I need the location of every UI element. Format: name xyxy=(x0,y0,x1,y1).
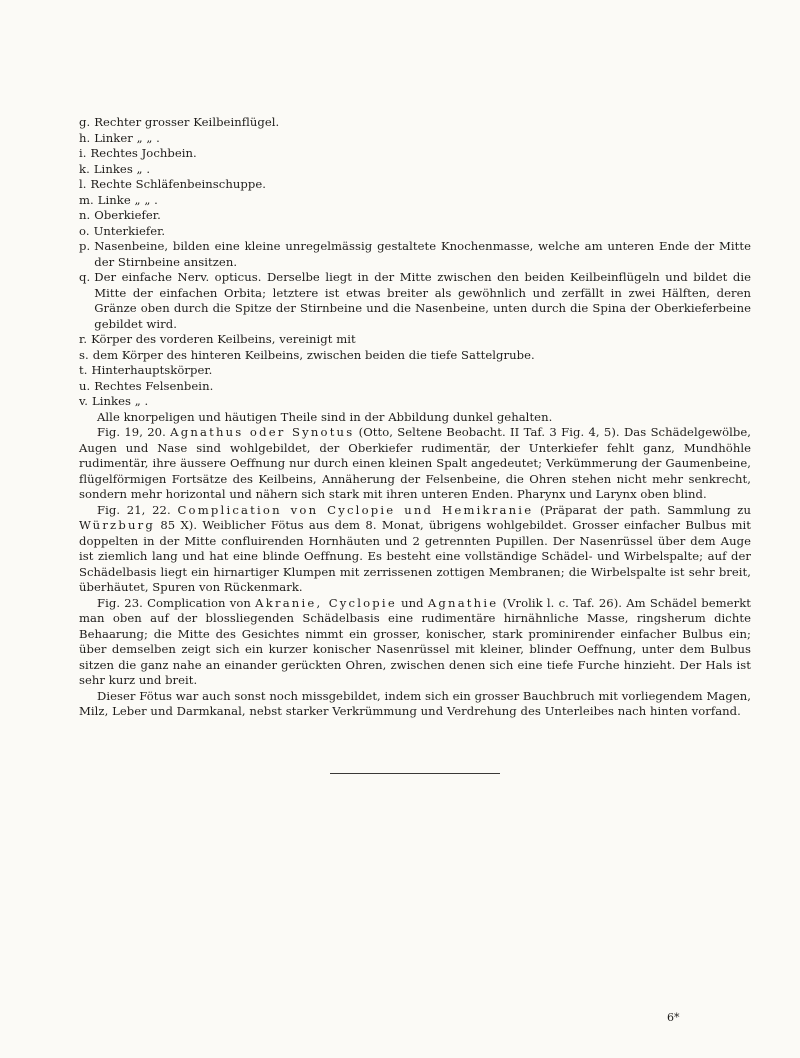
fig21-prefix: Fig. 21, 22. xyxy=(97,502,171,517)
legend-item-label: o. xyxy=(79,223,90,238)
legend-item xyxy=(79,239,751,270)
legend-item xyxy=(79,162,751,178)
legend-item-label: u. xyxy=(79,378,91,393)
fig21-text: 85 X). Weiblicher Fötus aus dem 8. Monat, übrigens wohlgebildet. Grosser einfacher Bulbus mit doppelten in der Mitte confluirenden Hornhäuten und 2 getrennten Pupillen. Der Nasenrüssel über dem Auge ist ziemlich lang und hat eine blinde Oeffnung. Es besteht eine vollständige Schädel- und Wirbelspalte; auf der Schädelbasis liegt ein hirnartiger Klumpen mit zerrissenen zottigen Membranen; die Wirbelspalte ist sehr breit, überhäutet, Spuren von Rückenmark. xyxy=(79,518,751,594)
text-body xyxy=(79,115,751,720)
legend-item-text: Nasenbeine, bilden eine kleine unregelmässig gestaltete Knochenmasse, welche am unteren Ende der Mitte der Stirnbeine ansitzen. xyxy=(94,239,751,269)
legend-item-text: Hinterhauptskörper. xyxy=(91,363,213,377)
legend-item-label: q. xyxy=(79,270,91,284)
fig23-term2: Agnathie xyxy=(427,595,499,610)
legend-item-text: Rechtes Jochbein. xyxy=(90,146,197,160)
fig19-term: Agnathus oder Synotus xyxy=(170,425,355,439)
fig19-text: (Otto, Seltene Beobacht. II Taf. 3 Fig. 4, 5). Das Schädelgewölbe, Augen und Nase sind wohlgebildet, der Oberkiefer rudimentär, der Unterkiefer fehlt ganz, Mundhöhle rudimentär, ihre äussere Oeffnung nur durch einen kleinen Spalt angedeutet; Verkümmerung der Gaumenbeine, flügelförmigen Fortsätze des Keilbeins, Annäherung der Felsenbeine, die Ohren stehen nicht mehr senkrecht, sondern mehr horizontal und nähern sich stark mit ihren unteren Enden. Pharynx und Larynx oben blind. xyxy=(79,425,751,501)
legend-item-label: l. xyxy=(79,177,87,191)
fig23-prefix: Fig. 23. Complication von xyxy=(97,595,251,610)
legend-item-label: p. xyxy=(79,239,91,253)
legend-item-text: Linkes „ . xyxy=(93,161,151,176)
legend-item-label: s. xyxy=(79,347,89,362)
fig21-paragraph xyxy=(79,503,751,596)
legend-item-label: k. xyxy=(79,161,90,176)
legend-item-text: Der einfache Nerv. opticus. Derselbe liegt in der Mitte zwischen den beiden Keilbeinflügeln und bildet die Mitte der einfachen Orbita; letztere ist etwas breiter als gewöhnlich und zerfällt in zwei Hälften, deren Gränze oben durch die Spitze der Stirnbeine und die Nasenbeine, unten durch die Spina der Oberkieferbeine gebildet wird. xyxy=(94,270,751,331)
fig19-paragraph xyxy=(79,425,751,503)
fig19-prefix: Fig. 19, 20. xyxy=(97,425,166,439)
legend-item-label: v. xyxy=(79,394,88,408)
fig23-paragraph xyxy=(79,596,751,689)
legend-item-label: n. xyxy=(79,208,91,222)
fig21-mid: (Präparat der path. Sammlung zu xyxy=(533,502,751,517)
legend-item-text: Körper des vorderen Keilbeins, vereinigt mit xyxy=(91,332,356,346)
figure-legend-list xyxy=(79,115,751,410)
legend-item-text: Linke „ „ . xyxy=(97,192,158,207)
legend-item-label: i. xyxy=(79,146,87,160)
fig23-text: (Vrolik l. c. Taf. 26). Am Schädel bemerkt man oben auf der blossliegenden Schädelbasis eine rudimentäre hirnähnliche Masse, ringsherum dichte Behaarung; die Mitte des Gesichtes nimmt ein grosser, konischer, stark prominirender einfacher Bulbus ein; über demselben zeigt sich ein kurzer konischer Nasenrüssel mit kleiner, blinder Oeffnung, unter dem Bulbus sitzen die ganz nahe an einander gerückten Ohren, zwischen denen sich eine tiefe Furche hinzieht. Der Hals ist sehr kurz und breit. xyxy=(79,595,751,687)
fig23-mid: und xyxy=(396,595,428,610)
legend-item-text: dem Körper des hinteren Keilbeins, zwischen beiden die tiefe Sattelgrube. xyxy=(92,347,535,362)
legend-item xyxy=(79,115,751,131)
legend-item xyxy=(79,379,751,395)
legend-item-label: r. xyxy=(79,332,88,346)
legend-item xyxy=(79,193,751,209)
legend-item xyxy=(79,224,751,240)
closing-paragraph: Dieser Fötus war auch sonst noch missgebildet, indem sich ein grosser Bauchbruch mit vorliegendem Magen, Milz, Leber und Darmkanal, nebst starker Verkrümmung und Verdrehung des Unterleibes nach hinten vorfand. xyxy=(79,688,751,718)
legend-item xyxy=(79,146,751,162)
legend-item-text: Rechtes Felsenbein. xyxy=(94,378,214,393)
legend-item xyxy=(79,270,751,332)
legend-item-label: m. xyxy=(79,192,94,207)
intro-paragraph: Alle knorpeligen und häutigen Theile sind in der Abbildung dunkel gehalten. xyxy=(97,409,553,424)
legend-item xyxy=(79,348,751,364)
legend-item xyxy=(79,208,751,224)
legend-item-text: Rechte Schläfenbeinschuppe. xyxy=(90,177,266,191)
legend-item-text: Unterkiefer. xyxy=(93,223,166,238)
legend-item-label: t. xyxy=(79,363,88,377)
fig21-term: Complication von Cyclopie und Hemikranie xyxy=(177,502,534,517)
legend-item-label: h. xyxy=(79,130,91,145)
legend-item xyxy=(79,177,751,193)
legend-item-label: g. xyxy=(79,115,91,129)
fig23-term: Akranie, Cyclopie xyxy=(255,595,397,610)
legend-item-text: Oberkiefer. xyxy=(94,208,161,222)
legend-item xyxy=(79,363,751,379)
legend-item-text: Rechter grosser Keilbeinflügel. xyxy=(94,115,280,129)
signature-mark: 6* xyxy=(667,1011,680,1024)
legend-item-text: Linkes „ . xyxy=(91,394,149,408)
section-divider xyxy=(330,773,500,774)
legend-item xyxy=(79,394,751,410)
fig21-place: Würzburg xyxy=(79,518,156,532)
legend-item xyxy=(79,332,751,348)
legend-item xyxy=(79,131,751,147)
legend-item-text: Linker „ „ . xyxy=(94,130,160,145)
